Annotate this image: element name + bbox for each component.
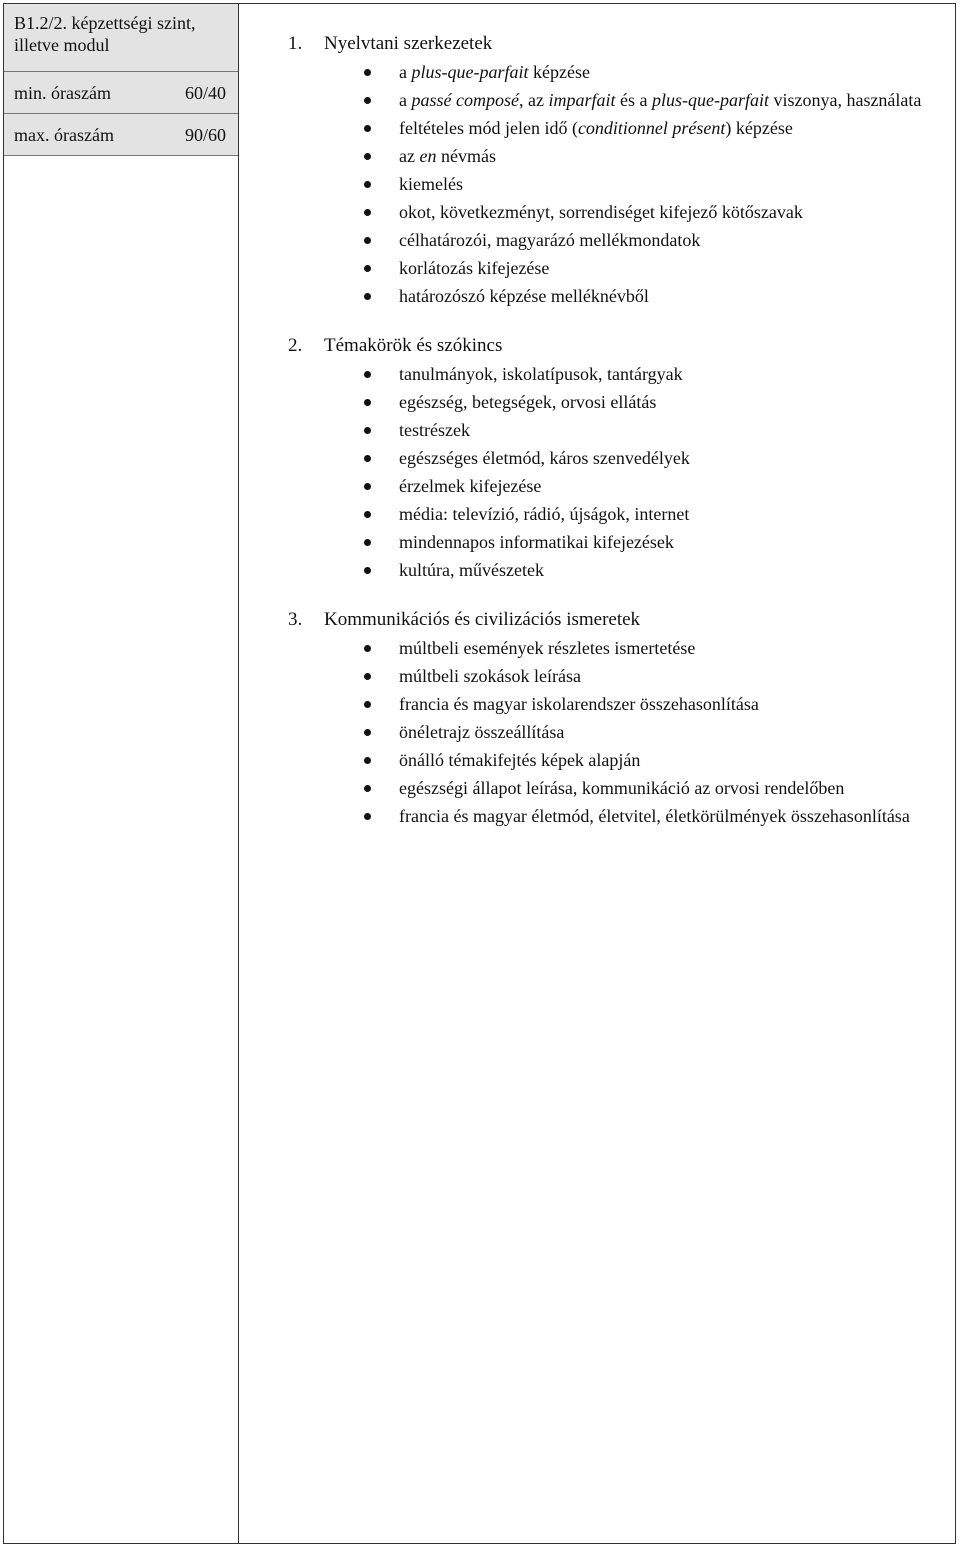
- list-item: [288, 634, 943, 662]
- max-hours-value: 90/60: [184, 124, 226, 145]
- level-title: [4, 4, 238, 72]
- section-number: 1.: [288, 33, 303, 54]
- list-item: [288, 662, 943, 690]
- list-item-text: egészséges életmód, káros szenvedélyek: [399, 448, 690, 468]
- list-item-text: egészség, betegségek, orvosi ellátás: [399, 392, 657, 412]
- list-item: [288, 226, 943, 254]
- bullet-icon: [364, 125, 371, 132]
- bullet-icon: [364, 701, 371, 708]
- list-item: [288, 114, 943, 142]
- section-number: 3.: [288, 609, 303, 630]
- bullet-icon: [364, 567, 371, 574]
- list-item: [288, 58, 943, 86]
- list-item-text: a passé composé, az imparfait és a plus-que-parfait viszonya, használata: [399, 90, 922, 110]
- list-item-text: média: televízió, rádió, újságok, internet: [399, 504, 690, 524]
- bullet-icon: [364, 237, 371, 244]
- max-hours-label: max. óraszám: [14, 124, 114, 145]
- list-item: [288, 774, 943, 802]
- section-2: [288, 332, 943, 584]
- list-item: [288, 444, 943, 472]
- list-item: [288, 388, 943, 416]
- section-heading: [288, 30, 943, 58]
- bullet-icon: [364, 399, 371, 406]
- bullet-icon: [364, 209, 371, 216]
- bullet-icon: [364, 371, 371, 378]
- min-hours-value: 60/40: [184, 82, 226, 103]
- level-title-text: B1.2/2. képzettségi szint, illetve modul: [14, 13, 196, 55]
- bullet-icon: [364, 511, 371, 518]
- list-item: [288, 416, 943, 444]
- list-item: [288, 556, 943, 584]
- bullet-list: [288, 360, 943, 584]
- list-item: [288, 472, 943, 500]
- list-item-text: múltbeli szokások leírása: [399, 666, 581, 686]
- list-item: [288, 746, 943, 774]
- bullet-icon: [364, 483, 371, 490]
- bullet-icon: [364, 785, 371, 792]
- list-item: [288, 254, 943, 282]
- list-item: [288, 802, 943, 830]
- max-hours-row: [4, 114, 238, 156]
- bullet-icon: [364, 673, 371, 680]
- list-item-text: francia és magyar életmód, életvitel, életkörülmények összehasonlítása: [399, 806, 910, 826]
- bullet-icon: [364, 293, 371, 300]
- bullet-icon: [364, 427, 371, 434]
- content-column: [288, 30, 943, 852]
- section-heading: [288, 606, 943, 634]
- section-heading: [288, 332, 943, 360]
- bullet-icon: [364, 729, 371, 736]
- list-item-text: a plus-que-parfait képzése: [399, 62, 590, 82]
- bullet-icon: [364, 97, 371, 104]
- bullet-list: [288, 58, 943, 310]
- list-item-text: önálló témakifejtés képek alapján: [399, 750, 641, 770]
- list-item-text: feltételes mód jelen idő (conditionnel présent) képzése: [399, 118, 793, 138]
- meta-column: [4, 4, 238, 156]
- section-3: [288, 606, 943, 830]
- list-item-text: okot, következményt, sorrendiséget kifejező kötőszavak: [399, 202, 803, 222]
- list-item-text: korlátozás kifejezése: [399, 258, 550, 278]
- bullet-icon: [364, 813, 371, 820]
- list-item-text: francia és magyar iskolarendszer összehasonlítása: [399, 694, 759, 714]
- list-item-text: az en névmás: [399, 146, 496, 166]
- list-item-text: mindennapos informatikai kifejezések: [399, 532, 674, 552]
- list-item: [288, 528, 943, 556]
- list-item-text: múltbeli események részletes ismertetése: [399, 638, 696, 658]
- bullet-list: [288, 634, 943, 830]
- bullet-icon: [364, 539, 371, 546]
- bullet-icon: [364, 455, 371, 462]
- list-item: [288, 500, 943, 528]
- list-item: [288, 282, 943, 310]
- list-item-text: célhatározói, magyarázó mellékmondatok: [399, 230, 701, 250]
- list-item: [288, 718, 943, 746]
- list-item-text: kiemelés: [399, 174, 463, 194]
- list-item-text: testrészek: [399, 420, 470, 440]
- list-item: [288, 170, 943, 198]
- list-item: [288, 690, 943, 718]
- bullet-icon: [364, 69, 371, 76]
- section-number: 2.: [288, 335, 303, 356]
- section-1: [288, 30, 943, 310]
- list-item-text: önéletrajz összeállítása: [399, 722, 565, 742]
- bullet-icon: [364, 181, 371, 188]
- section-title: Témakörök és szókincs: [324, 335, 503, 356]
- list-item-text: érzelmek kifejezése: [399, 476, 542, 496]
- bullet-icon: [364, 153, 371, 160]
- bullet-icon: [364, 757, 371, 764]
- min-hours-label: min. óraszám: [14, 82, 111, 103]
- list-item-text: határozószó képzése melléknévből: [399, 286, 649, 306]
- column-divider: [238, 3, 239, 1544]
- list-item-text: tanulmányok, iskolatípusok, tantárgyak: [399, 364, 683, 384]
- list-item: [288, 142, 943, 170]
- bullet-icon: [364, 265, 371, 272]
- section-title: Kommunikációs és civilizációs ismeretek: [324, 609, 641, 630]
- bullet-icon: [364, 645, 371, 652]
- list-item-text: egészségi állapot leírása, kommunikáció az orvosi rendelőben: [399, 778, 845, 798]
- list-item: [288, 198, 943, 226]
- list-item: [288, 86, 943, 114]
- list-item-text: kultúra, művészetek: [399, 560, 544, 580]
- list-item: [288, 360, 943, 388]
- min-hours-row: [4, 72, 238, 114]
- section-title: Nyelvtani szerkezetek: [324, 33, 493, 54]
